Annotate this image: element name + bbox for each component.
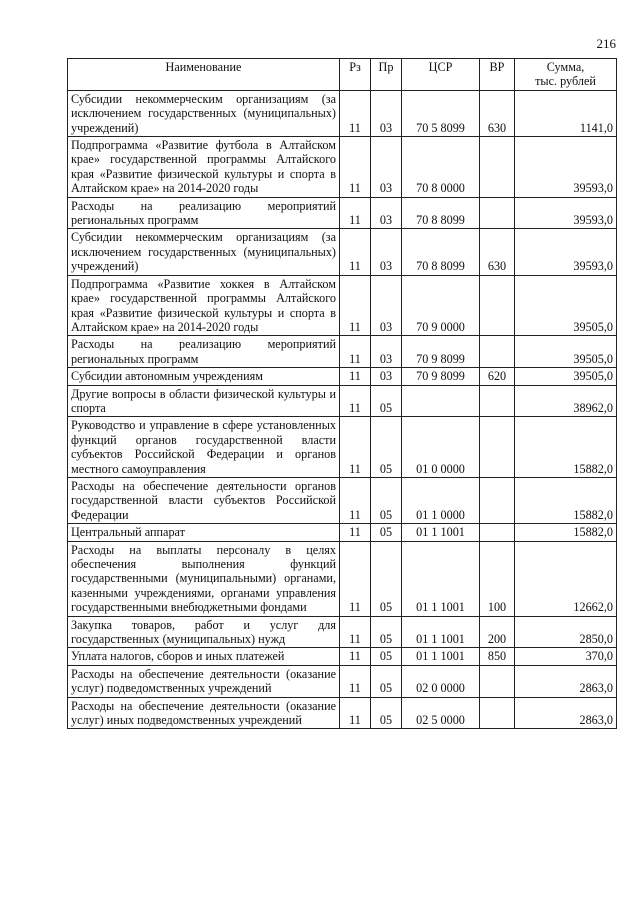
cell-pr: 03	[371, 137, 402, 198]
cell-rz: 11	[340, 385, 371, 417]
cell-sum: 39505,0	[515, 275, 617, 336]
cell-sum: 39593,0	[515, 197, 617, 229]
table-row	[68, 697, 617, 729]
cell-sum: 15882,0	[515, 477, 617, 523]
cell-csr: 01 1 1001	[402, 616, 480, 648]
cell-vr: 630	[480, 229, 515, 275]
cell-csr: 01 1 1001	[402, 648, 480, 665]
cell-rz: 11	[340, 368, 371, 385]
cell-name: Другие вопросы в области физической культуры и спорта	[68, 385, 340, 417]
cell-rz: 11	[340, 90, 371, 136]
cell-rz: 11	[340, 648, 371, 665]
header-csr: ЦСР	[402, 59, 480, 91]
cell-sum: 1141,0	[515, 90, 617, 136]
table-row	[68, 541, 617, 616]
cell-sum: 2850,0	[515, 616, 617, 648]
cell-rz: 11	[340, 336, 371, 368]
table-row	[68, 137, 617, 198]
cell-pr: 03	[371, 275, 402, 336]
header-name: Наименование	[68, 59, 340, 91]
cell-csr: 02 0 0000	[402, 665, 480, 697]
cell-csr	[402, 385, 480, 417]
cell-name: Центральный аппарат	[68, 524, 340, 541]
cell-vr: 100	[480, 541, 515, 616]
cell-rz: 11	[340, 197, 371, 229]
cell-sum: 2863,0	[515, 697, 617, 729]
header-vr: ВР	[480, 59, 515, 91]
cell-name: Расходы на обеспечение деятельности (оказание услуг) иных подведомственных учреждений	[68, 697, 340, 729]
table-row	[68, 229, 617, 275]
cell-vr	[480, 385, 515, 417]
cell-name: Расходы на выплаты персоналу в целях обеспечения выполнения функций государственными (муниципальными) органами, казенными учреждениями, органами управления государственными внебюджетными фондами	[68, 541, 340, 616]
cell-csr: 02 5 0000	[402, 697, 480, 729]
cell-vr	[480, 665, 515, 697]
cell-vr: 850	[480, 648, 515, 665]
cell-pr: 05	[371, 524, 402, 541]
table-row	[68, 336, 617, 368]
table-row	[68, 90, 617, 136]
cell-pr: 05	[371, 541, 402, 616]
table-row	[68, 665, 617, 697]
cell-pr: 05	[371, 385, 402, 417]
cell-vr	[480, 524, 515, 541]
cell-pr: 03	[371, 336, 402, 368]
cell-pr: 05	[371, 417, 402, 478]
table-row	[68, 417, 617, 478]
cell-sum: 370,0	[515, 648, 617, 665]
cell-name: Расходы на реализацию мероприятий региональных программ	[68, 336, 340, 368]
header-sum-line2: тыс. рублей	[535, 74, 596, 89]
cell-sum: 39593,0	[515, 229, 617, 275]
header-pr: Пр	[371, 59, 402, 91]
cell-pr: 05	[371, 648, 402, 665]
cell-vr: 630	[480, 90, 515, 136]
cell-vr: 200	[480, 616, 515, 648]
cell-sum: 12662,0	[515, 541, 617, 616]
cell-name: Субсидии автономным учреждениям	[68, 368, 340, 385]
cell-pr: 05	[371, 477, 402, 523]
header-row	[68, 59, 617, 91]
cell-vr	[480, 336, 515, 368]
cell-rz: 11	[340, 616, 371, 648]
table-row	[68, 616, 617, 648]
table-row	[68, 648, 617, 665]
cell-csr: 01 1 0000	[402, 477, 480, 523]
cell-pr: 03	[371, 90, 402, 136]
table-row	[68, 275, 617, 336]
cell-vr	[480, 197, 515, 229]
header-sum	[515, 59, 617, 91]
cell-rz: 11	[340, 417, 371, 478]
cell-name: Руководство и управление в сфере установленных функций органов государственной власти субъектов Российской Федерации и органов местного самоуправления	[68, 417, 340, 478]
cell-pr: 03	[371, 197, 402, 229]
cell-csr: 70 9 8099	[402, 368, 480, 385]
cell-rz: 11	[340, 665, 371, 697]
cell-pr: 05	[371, 697, 402, 729]
cell-sum: 39505,0	[515, 368, 617, 385]
cell-name: Уплата налогов, сборов и иных платежей	[68, 648, 340, 665]
header-rz: Рз	[340, 59, 371, 91]
table-body	[68, 90, 617, 729]
cell-rz: 11	[340, 137, 371, 198]
cell-rz: 11	[340, 229, 371, 275]
cell-name: Расходы на обеспечение деятельности органов государственной власти субъектов Российской Федерации	[68, 477, 340, 523]
cell-vr: 620	[480, 368, 515, 385]
table-header	[68, 59, 617, 91]
cell-csr: 70 8 8099	[402, 229, 480, 275]
cell-vr	[480, 275, 515, 336]
cell-sum: 39593,0	[515, 137, 617, 198]
cell-csr: 01 1 1001	[402, 524, 480, 541]
cell-vr	[480, 137, 515, 198]
cell-sum: 38962,0	[515, 385, 617, 417]
cell-name: Закупка товаров, работ и услуг для государственных (муниципальных) нужд	[68, 616, 340, 648]
cell-name: Субсидии некоммерческим организациям (за исключением государственных (муниципальных) учреждений)	[68, 90, 340, 136]
cell-name: Расходы на обеспечение деятельности (оказание услуг) подведомственных учреждений	[68, 665, 340, 697]
cell-pr: 05	[371, 616, 402, 648]
cell-vr	[480, 417, 515, 478]
cell-csr: 70 8 8099	[402, 197, 480, 229]
cell-vr	[480, 477, 515, 523]
cell-rz: 11	[340, 477, 371, 523]
budget-table	[67, 58, 617, 729]
cell-rz: 11	[340, 524, 371, 541]
table-row	[68, 385, 617, 417]
cell-name: Расходы на реализацию мероприятий региональных программ	[68, 197, 340, 229]
cell-csr: 01 1 1001	[402, 541, 480, 616]
cell-csr: 01 0 0000	[402, 417, 480, 478]
cell-sum: 39505,0	[515, 336, 617, 368]
cell-sum: 15882,0	[515, 417, 617, 478]
table-row	[68, 368, 617, 385]
cell-pr: 05	[371, 665, 402, 697]
cell-pr: 03	[371, 368, 402, 385]
cell-name: Подпрограмма «Развитие хоккея в Алтайском крае» государственной программы Алтайского края «Развитие физической культуры и спорта в Алтайском крае» на 2014-2020 годы	[68, 275, 340, 336]
cell-csr: 70 9 0000	[402, 275, 480, 336]
header-sum-line1: Сумма,	[546, 60, 585, 74]
cell-pr: 03	[371, 229, 402, 275]
cell-rz: 11	[340, 541, 371, 616]
cell-name: Подпрограмма «Развитие футбола в Алтайском крае» государственной программы Алтайского края «Развитие физической культуры и спорта в Алтайском крае» на 2014-2020 годы	[68, 137, 340, 198]
cell-name: Субсидии некоммерческим организациям (за исключением государственных (муниципальных) учреждений)	[68, 229, 340, 275]
cell-sum: 2863,0	[515, 665, 617, 697]
cell-vr	[480, 697, 515, 729]
cell-csr: 70 5 8099	[402, 90, 480, 136]
cell-csr: 70 8 0000	[402, 137, 480, 198]
table-row	[68, 524, 617, 541]
cell-rz: 11	[340, 275, 371, 336]
cell-sum: 15882,0	[515, 524, 617, 541]
table-row	[68, 477, 617, 523]
cell-rz: 11	[340, 697, 371, 729]
table-row	[68, 197, 617, 229]
page-number: 216	[596, 36, 616, 51]
cell-csr: 70 9 8099	[402, 336, 480, 368]
